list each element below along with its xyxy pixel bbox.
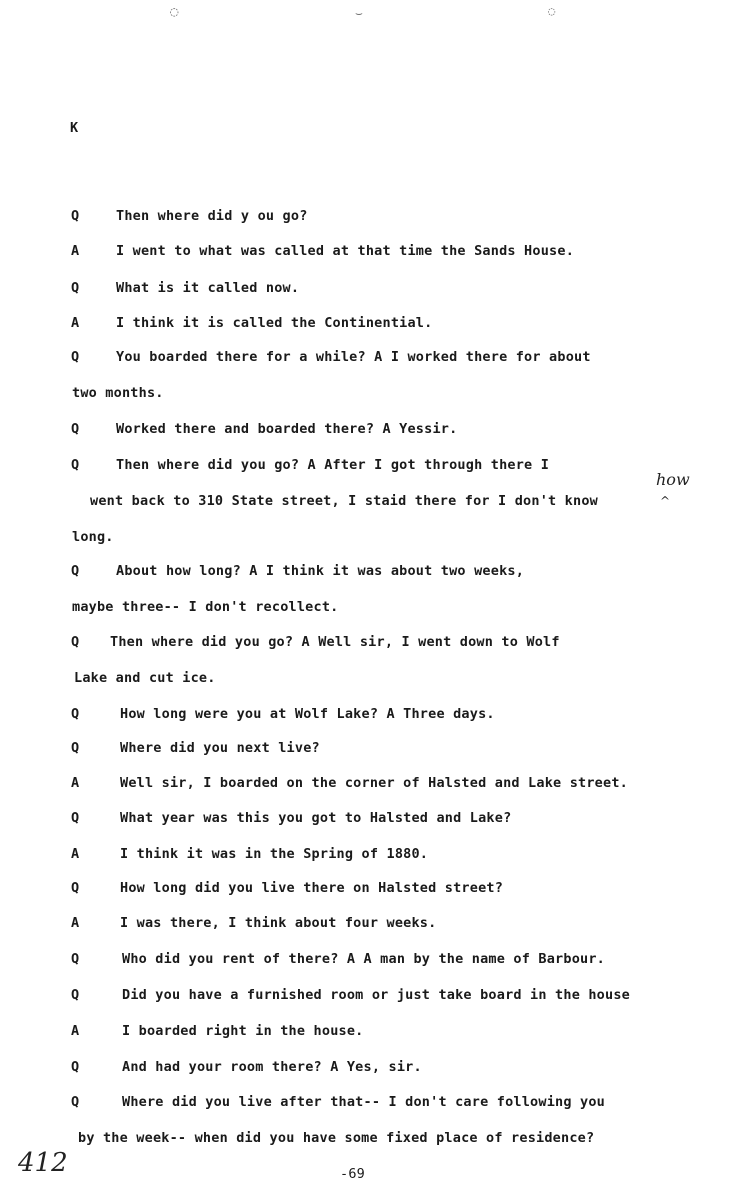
line-text: Then where did y ou go?: [116, 208, 308, 224]
line-text: long.: [72, 529, 114, 545]
line-label: Q: [71, 280, 80, 296]
line-text: What year was this you got to Halsted and Lake?: [120, 810, 512, 826]
handwritten-correction: how: [656, 470, 690, 489]
line-label: Q: [71, 563, 80, 579]
line-label: Q: [71, 634, 80, 650]
line-label: Q: [71, 951, 80, 967]
line-text: Did you have a furnished room or just take board in the house: [122, 987, 630, 1003]
line-label: Q: [71, 349, 80, 365]
line-label: Q: [71, 706, 80, 722]
line-label: Q: [71, 208, 80, 224]
line-text: by the week-- when did you have some fixed place of residence?: [78, 1130, 595, 1146]
line-text: And had your room there? A Yes, sir.: [122, 1059, 422, 1075]
line-text: What is it called now.: [116, 280, 300, 296]
line-label: A: [71, 315, 80, 331]
line-label: Q: [71, 740, 80, 756]
line-text: About how long? A I think it was about two weeks,: [116, 563, 525, 579]
line-text: Then where did you go? A Well sir, I went down to Wolf: [110, 634, 560, 650]
line-label: A: [71, 243, 80, 259]
line-text: I boarded right in the house.: [122, 1023, 364, 1039]
line-text: Who did you rent of there? A A man by the name of Barbour.: [122, 951, 606, 967]
line-text: I think it is called the Continential.: [116, 315, 433, 331]
margin-note: 412: [18, 1148, 68, 1178]
line-label: A: [71, 775, 80, 791]
line-text: two months.: [72, 385, 164, 401]
line-label: Q: [71, 1059, 80, 1075]
line-text: Where did you next live?: [120, 740, 320, 756]
line-label: A: [71, 915, 80, 931]
line-text: Well sir, I boarded on the corner of Halsted and Lake street.: [120, 775, 628, 791]
line-text: I was there, I think about four weeks.: [120, 915, 437, 931]
page-number: -69: [340, 1166, 365, 1182]
line-text: Worked there and boarded there? A Yessir.: [116, 421, 458, 437]
line-text: Lake and cut ice.: [74, 670, 216, 686]
line-text: Where did you live after that-- I don't care following you: [122, 1094, 606, 1110]
line-text: How long did you live there on Halsted street?: [120, 880, 504, 896]
line-label: Q: [71, 987, 80, 1003]
line-text: I think it was in the Spring of 1880.: [120, 846, 429, 862]
line-text: maybe three-- I don't recollect.: [72, 599, 339, 615]
line-text: went back to 310 State street, I staid there for I don't know: [90, 493, 598, 509]
scan-mark: ◌: [170, 4, 179, 20]
line-label: Q: [71, 421, 80, 437]
line-text: How long were you at Wolf Lake? A Three days.: [120, 706, 495, 722]
line-label: Q: [71, 810, 80, 826]
scan-mark: ◌: [548, 4, 556, 18]
line-label: A: [71, 846, 80, 862]
line-text: I went to what was called at that time the Sands House.: [116, 243, 575, 259]
line-label: Q: [71, 1094, 80, 1110]
line-label: A: [71, 1023, 80, 1039]
scan-mark: ⌣: [355, 6, 363, 20]
caret-mark: ^: [660, 494, 671, 508]
header-letter: K: [70, 120, 79, 136]
line-label: Q: [71, 880, 80, 896]
line-label: Q: [71, 457, 80, 473]
line-text: Then where did you go? A After I got through there I: [116, 457, 550, 473]
line-text: You boarded there for a while? A I worked there for about: [116, 349, 591, 365]
